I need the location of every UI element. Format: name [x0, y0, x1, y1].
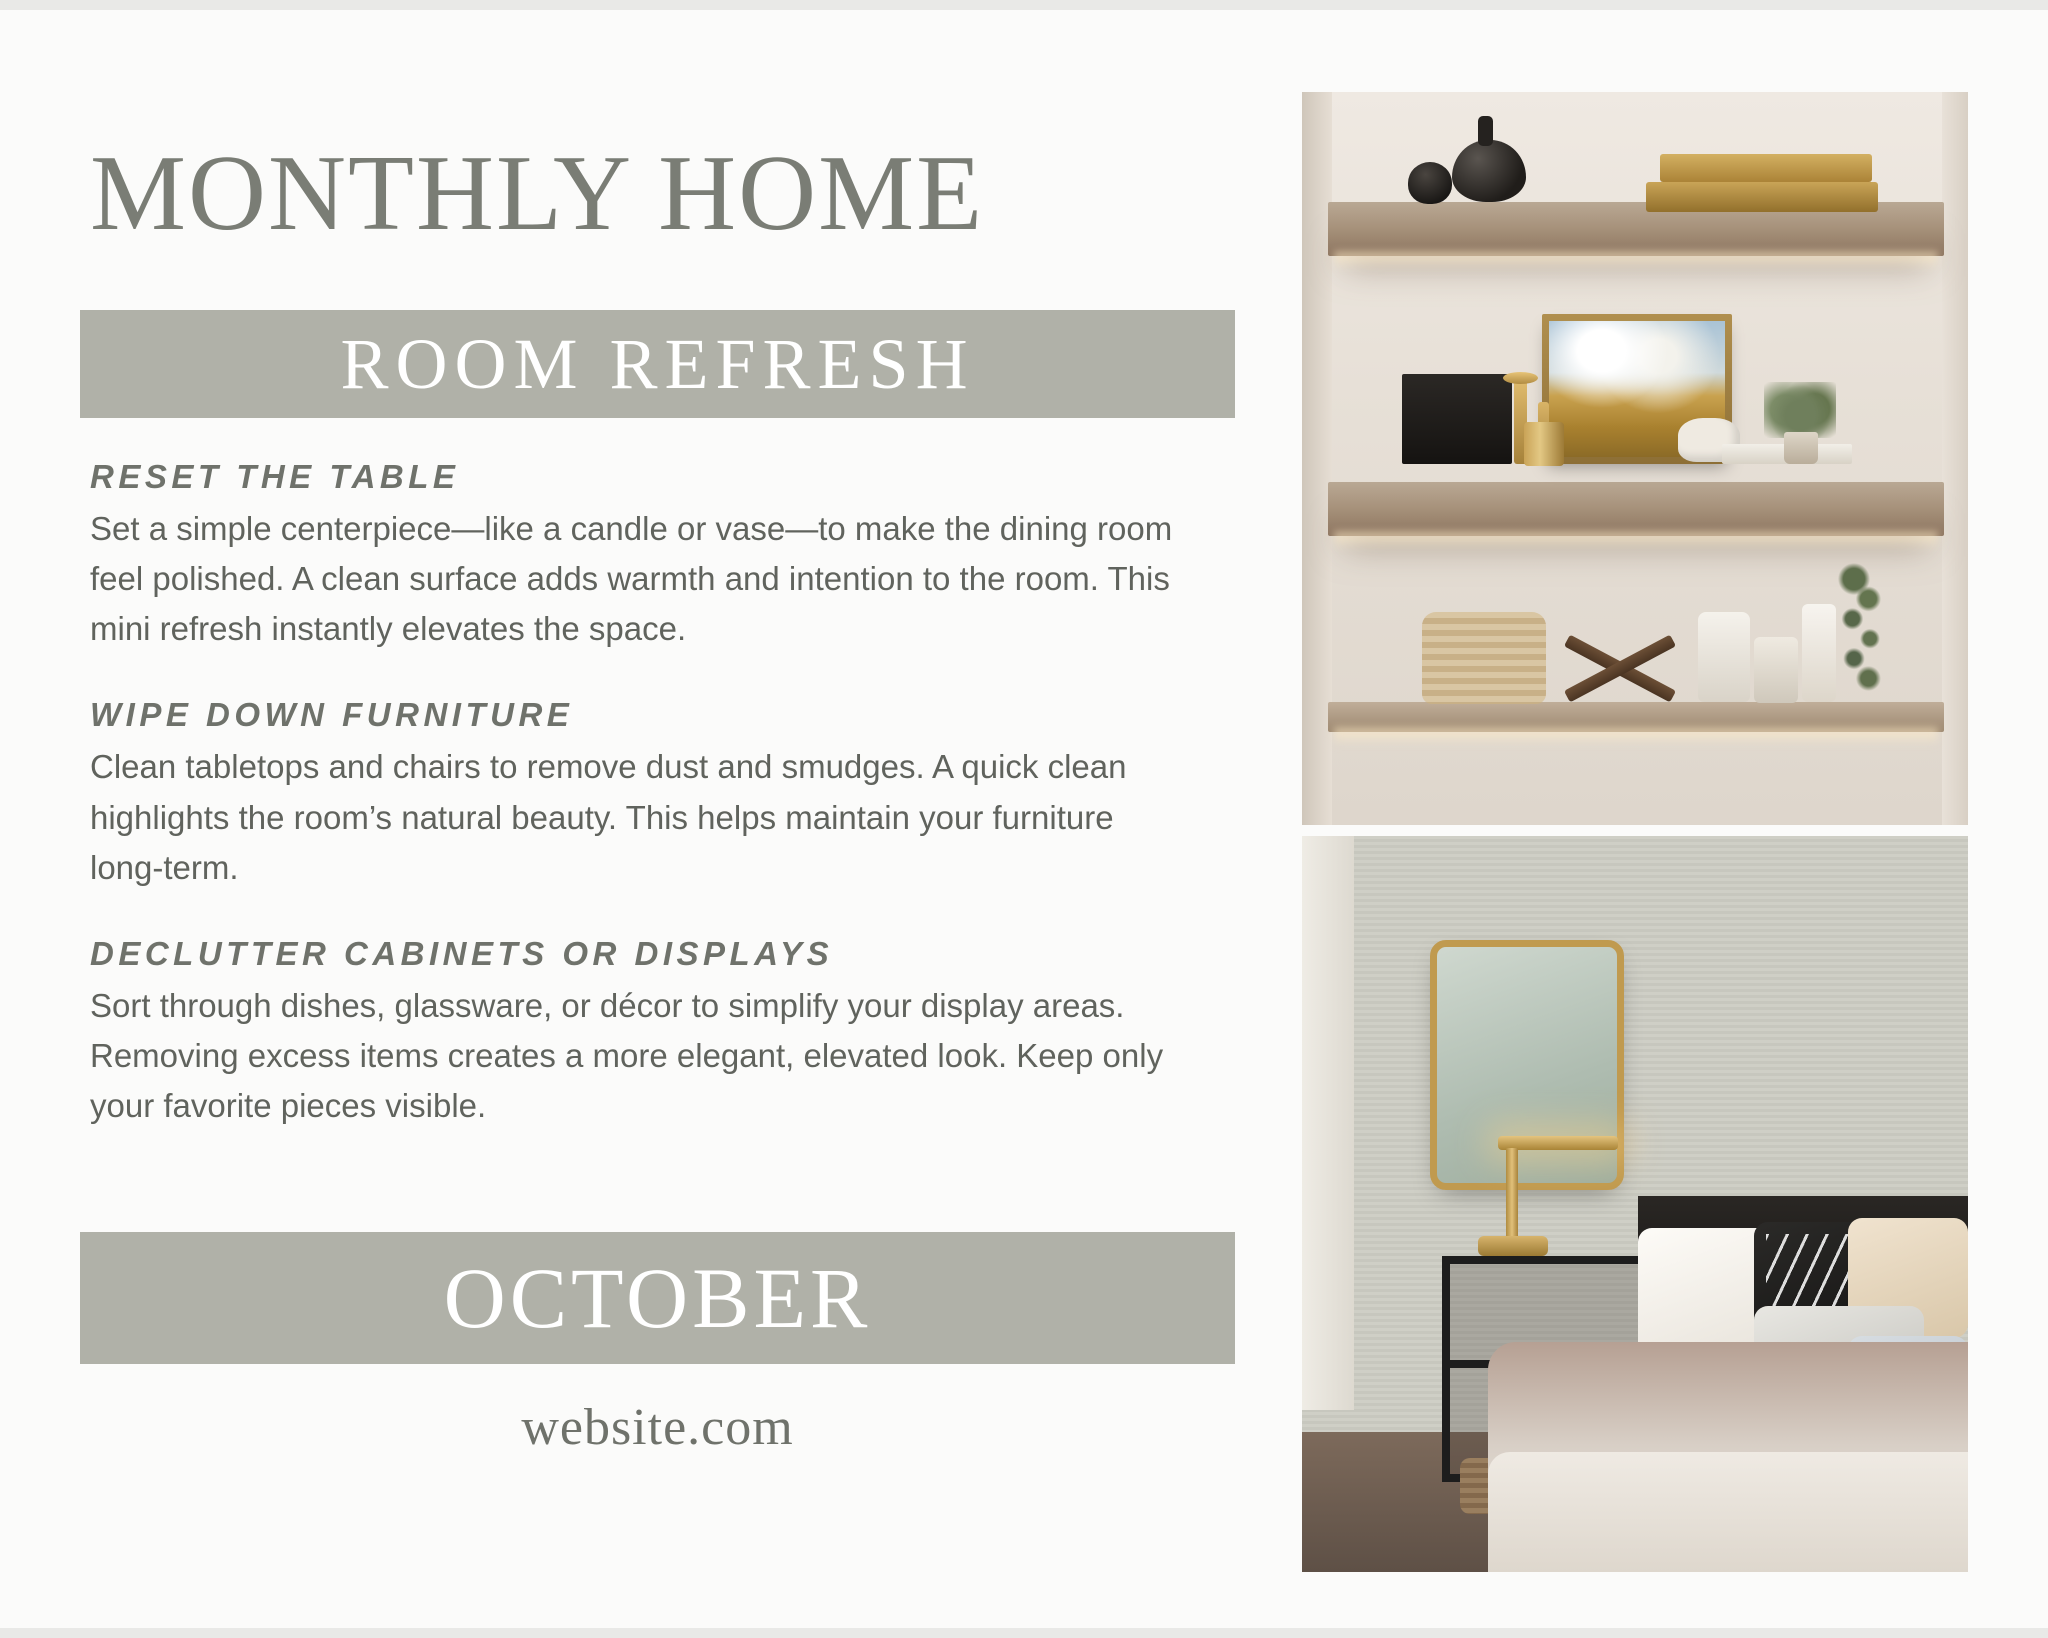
trailing-ivy-icon: [1822, 562, 1902, 704]
month-label: OCTOBER: [443, 1250, 872, 1346]
shelf-scene-illustration: [1302, 92, 1968, 825]
woven-basket-icon: [1422, 612, 1546, 704]
page-title: MONTHLY HOME: [90, 134, 985, 253]
brass-cylinder-icon: [1524, 422, 1564, 466]
bedroom-nightstand-photo: [1302, 836, 1968, 1572]
ceramic-jar-icon: [1754, 637, 1798, 703]
poster-canvas: [0, 10, 2048, 1628]
subtitle-text: ROOM REFRESH: [340, 323, 975, 404]
small-plant-icon: [1764, 382, 1836, 438]
shelf-bottom: [1328, 702, 1944, 732]
task-lamp-stem-icon: [1506, 1148, 1518, 1244]
tip-heading: RESET THE TABLE: [90, 458, 460, 495]
website-url: website.com: [521, 1399, 794, 1456]
black-vase-icon: [1452, 140, 1526, 202]
tip-body: Sort through dishes, glassware, or décor to simplify your display areas. Removing excess items creates a more elegant, elevated look. Keep only your favorite pieces visible.: [90, 986, 1164, 1125]
bedroom-wall-left: [1302, 836, 1354, 1410]
shelf-middle: [1328, 482, 1944, 536]
subtitle-band: [80, 310, 1235, 418]
black-frame-icon: [1402, 374, 1512, 464]
black-bowl-icon: [1408, 162, 1452, 204]
task-lamp-base-icon: [1478, 1236, 1548, 1256]
wall-right: [1942, 92, 1968, 825]
poster-right-column: [1302, 92, 1968, 1572]
throw-blanket-icon: [1488, 1452, 1968, 1572]
bedroom-scene-illustration: [1302, 836, 1968, 1572]
tip-body: Set a simple centerpiece—like a candle or vase—to make the dining room feel polished. A clean surface adds warmth and intention to the room. This mini refresh instantly elevates the space.: [90, 510, 1173, 648]
poster-left-column: [80, 10, 1230, 1628]
ceramic-jar-icon: [1698, 612, 1750, 702]
tip-heading: WIPE DOWN FURNITURE: [90, 696, 574, 734]
tip-item: [84, 935, 1214, 1131]
tip-heading: DECLUTTER CABINETS OR DISPLAYS: [90, 934, 834, 972]
brass-mirror-icon: [1430, 940, 1624, 1190]
tip-body: Clean tabletops and chairs to remove dust and smudges. A quick clean highlights the room’s natural beauty. This helps maintain your furniture long-term.: [90, 748, 1127, 886]
brass-box-icon: [1646, 182, 1878, 212]
wood-cross-decor-icon: [1564, 632, 1674, 702]
tip-item: [84, 696, 1214, 892]
month-band: [80, 1232, 1235, 1364]
tips-list: [84, 458, 1214, 1173]
plant-pot-icon: [1784, 432, 1818, 464]
brass-box-icon: [1660, 154, 1872, 182]
tip-item: [84, 458, 1214, 654]
styled-floating-shelves-photo: [1302, 92, 1968, 825]
